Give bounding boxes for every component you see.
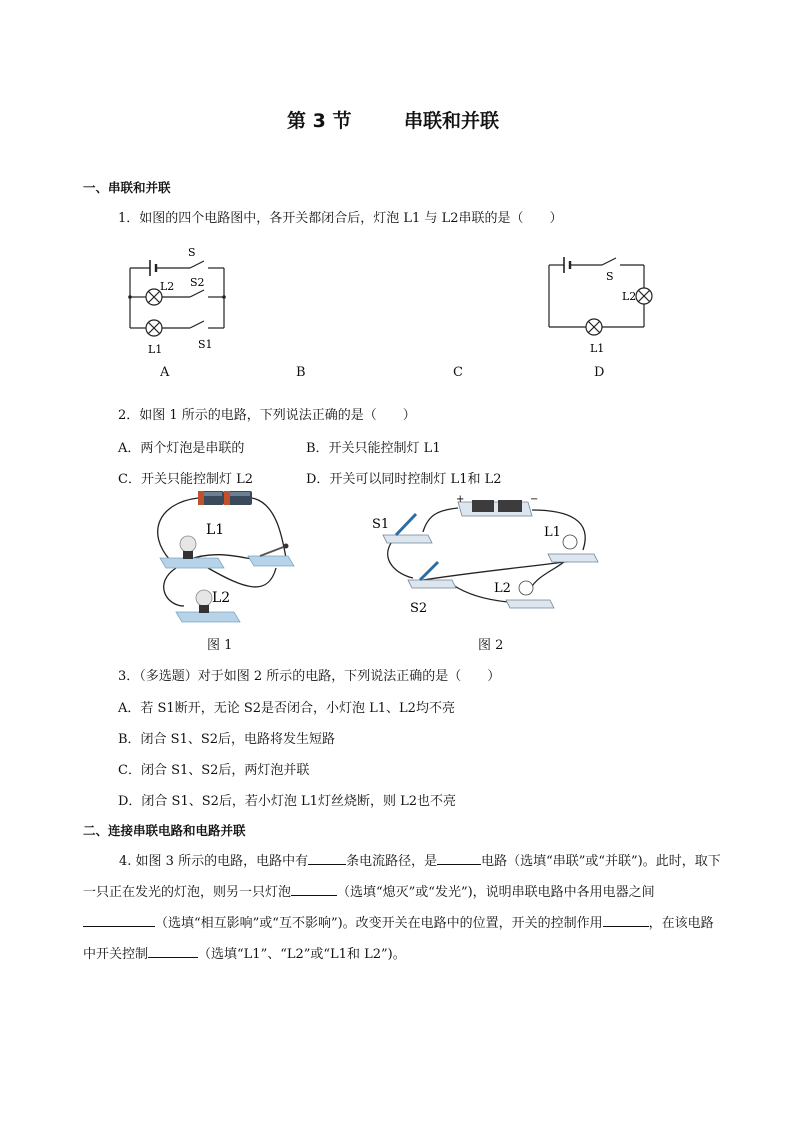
answer-blank-1[interactable] — [308, 850, 346, 865]
question-2-stem: 2．如图 1 所示的电路，下列说法正确的是（ ） — [118, 408, 416, 423]
question-4-text-6: ，在该电路中开关控制 — [83, 916, 714, 962]
option-label-a: A — [160, 365, 170, 380]
fig1-l2-label: L2 — [212, 590, 231, 606]
option-label-d: D — [594, 365, 605, 380]
answer-blank-4[interactable] — [83, 912, 155, 927]
circuit-diagram-d — [540, 248, 665, 360]
fig2-minus-label: − — [530, 494, 539, 505]
question-4-text-3: 电路（选填“串联”或“并联”)。此时，取下一只正在发光的灯泡，则另一只灯泡 — [83, 854, 721, 900]
page-title-section-number: 第 3 节 — [287, 110, 352, 132]
fig2-s2-label: S2 — [410, 601, 428, 616]
section-heading-2: 二、连接串联电路和电路并联 — [83, 823, 246, 838]
question-3-option-a: A．若 S1断开，无论 S2是否闭合，小灯泡 L1、L2均不亮 — [118, 701, 455, 716]
question-4-text-7: （选填“L1”、“L2”或“L1和 L2”)。 — [198, 947, 406, 962]
answer-blank-5[interactable] — [603, 912, 649, 927]
fig1-l1-label: L1 — [206, 522, 225, 538]
circuit-diagram-a — [118, 240, 238, 358]
option-label-b: B — [296, 365, 306, 380]
question-1-stem: 1．如图的四个电路图中，各开关都闭合后，灯泡 L1 与 L2串联的是（ ） — [118, 211, 563, 226]
page-title: 串联和并联 — [404, 110, 500, 132]
switch-s-label-d: S — [606, 270, 614, 283]
switch-s1-label: S1 — [198, 338, 213, 351]
option-label-c: C — [453, 365, 463, 380]
answer-blank-2[interactable] — [437, 850, 481, 865]
question-4-text-1: 4. 如图 3 所示的电路，电路中有 — [119, 854, 309, 869]
lamp-l2-label: L2 — [160, 280, 175, 293]
question-4-paragraph — [83, 846, 723, 970]
question-3-option-d: D．闭合 S1、S2后，若小灯泡 L1灯丝烧断，则 L2也不亮 — [118, 794, 456, 809]
lamp-l1-label: L1 — [148, 343, 163, 356]
question-4-text-5: （选填“相互影响”或“互不影响”)。改变开关在电路中的位置，开关的控制作用 — [155, 916, 603, 931]
lamp-l1-label-d: L1 — [590, 342, 605, 355]
lamp-l2-label-d: L2 — [622, 290, 637, 303]
figure-2-caption: 图 2 — [478, 638, 504, 653]
figure-2-circuit-photo — [368, 490, 600, 620]
fig2-l2-label: L2 — [494, 581, 511, 596]
question-2-option-d: D．开关可以同时控制灯 L1和 L2 — [306, 472, 502, 487]
question-4-text-4: （选填“熄灭”或“发光”)，说明串联电路中各用电器之间 — [337, 885, 655, 900]
question-2-option-a: A．两个灯泡是串联的 — [118, 441, 245, 456]
question-4-text-2: 条电流路径，是 — [346, 854, 438, 869]
question-3-option-b: B．闭合 S1、S2后，电路将发生短路 — [118, 732, 336, 747]
answer-blank-3[interactable] — [291, 881, 337, 896]
section-heading-1: 一、串联和并联 — [83, 180, 171, 195]
fig2-l1-label: L1 — [544, 525, 561, 540]
figure-1-caption: 图 1 — [207, 638, 233, 653]
question-3-stem: 3．（多选题）对于如图 2 所示的电路，下列说法正确的是（ ） — [118, 669, 501, 684]
fig2-s1-label: S1 — [372, 517, 390, 532]
question-2-option-c: C．开关只能控制灯 L2 — [118, 472, 253, 487]
switch-s2-label: S2 — [190, 276, 205, 289]
question-3-option-c: C．闭合 S1、S2后，两灯泡并联 — [118, 763, 310, 778]
fig2-plus-label: + — [456, 494, 465, 505]
figure-1-circuit-photo — [148, 488, 298, 628]
question-2-option-b: B．开关只能控制灯 L1 — [306, 441, 441, 456]
switch-s-label: S — [188, 246, 196, 259]
answer-blank-6[interactable] — [148, 943, 198, 958]
